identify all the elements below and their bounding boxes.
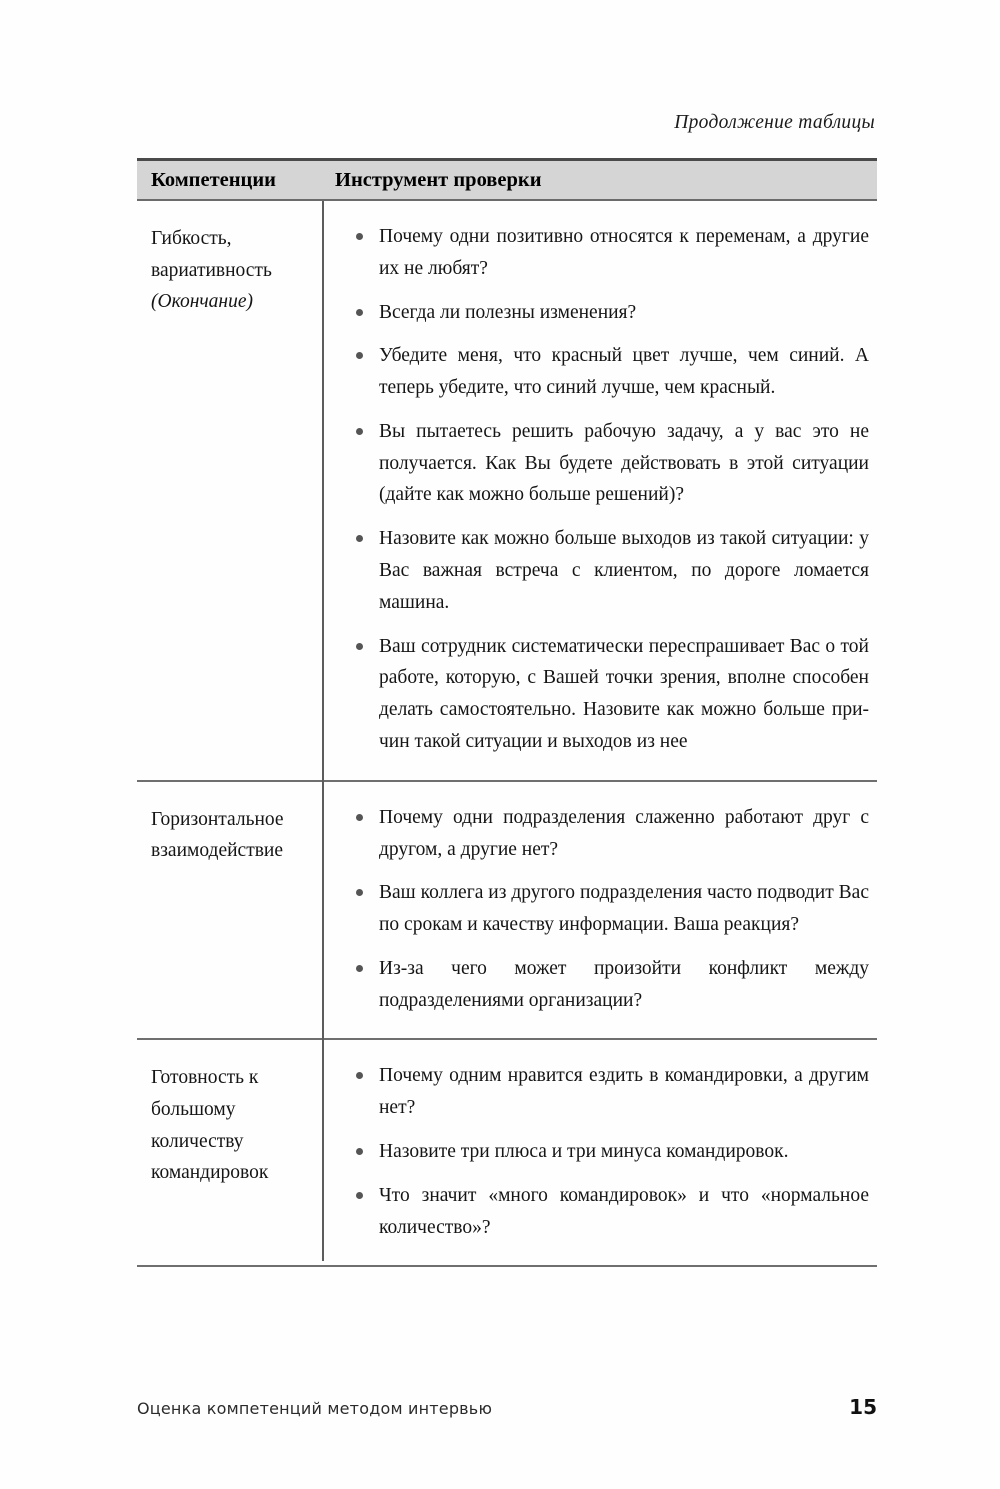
column-divider [322, 201, 324, 1261]
competency-name: Гибкость, вариативность [151, 228, 272, 281]
page-number: 15 [849, 1395, 877, 1419]
table-row [137, 782, 877, 1041]
list-item: Почему одни позитивно относятся к переменам, а другие их не любят? [352, 221, 869, 285]
cell-tool [322, 782, 877, 1039]
list-item: Почему одним нравится ездить в командировки, а другим нет? [352, 1060, 869, 1124]
table-body [137, 201, 877, 1267]
list-item: Всегда ли полезны изменения? [352, 297, 869, 329]
table-row [137, 201, 877, 782]
table-row [137, 1040, 877, 1267]
list-item: Из-за чего может произойти конфликт между подразделениями организации? [352, 953, 869, 1017]
cell-competency [137, 782, 322, 891]
question-list [352, 221, 869, 758]
question-list [352, 802, 869, 1017]
page-footer [137, 1395, 877, 1419]
column-header-tool: Инструмент проверки [335, 168, 542, 191]
cell-tool [322, 201, 877, 780]
list-item: Вы пытаетесь решить рабочую задачу, а у вас это не получается. Как Вы будете действовать в этой ситуации (дайте как можно больше решений)? [352, 416, 869, 511]
footer-title: Оценка компетенций методом интервью [137, 1399, 493, 1418]
competency-note: (Окончание) [151, 291, 254, 313]
cell-competency [137, 1040, 322, 1212]
list-item: Ваш коллега из другого подразделения часто подводит Вас по срокам и качеству информации. Ваша реакция? [352, 877, 869, 941]
list-item: Почему одни подразделения слаженно работают друг с другом, а другие нет? [352, 802, 869, 866]
competency-table [137, 158, 877, 1267]
list-item: Назовите как можно больше выходов из такой ситуации: у Вас важная встреча с клиентом, по дороге ломается машина. [352, 523, 869, 618]
column-header-competency: Компетенции [151, 168, 276, 191]
table-header-row [137, 158, 877, 201]
list-item: Ваш сотрудник систематически переспрашивает Вас о той работе, которую, с Вашей точки зрения, вполне способен делать самостоятельно. Назовите как можно больше причин такой ситуации и выходов из нее [352, 631, 869, 758]
cell-competency [137, 201, 322, 342]
competency-name: Готовность к большому количеству командировок [151, 1067, 269, 1184]
competency-name: Горизонтальное взаимодействие [151, 808, 284, 862]
question-list [352, 1060, 869, 1243]
list-item: Назовите три плюса и три минуса командировок. [352, 1136, 869, 1168]
cell-tool [322, 1040, 877, 1265]
running-head: Продолжение таблицы [674, 112, 875, 133]
list-item: Убедите меня, что красный цвет лучше, чем синий. А теперь убедите, что синий лучше, чем красный. [352, 340, 869, 404]
list-item: Что значит «много командировок» и что «нормальное количество»? [352, 1180, 869, 1244]
